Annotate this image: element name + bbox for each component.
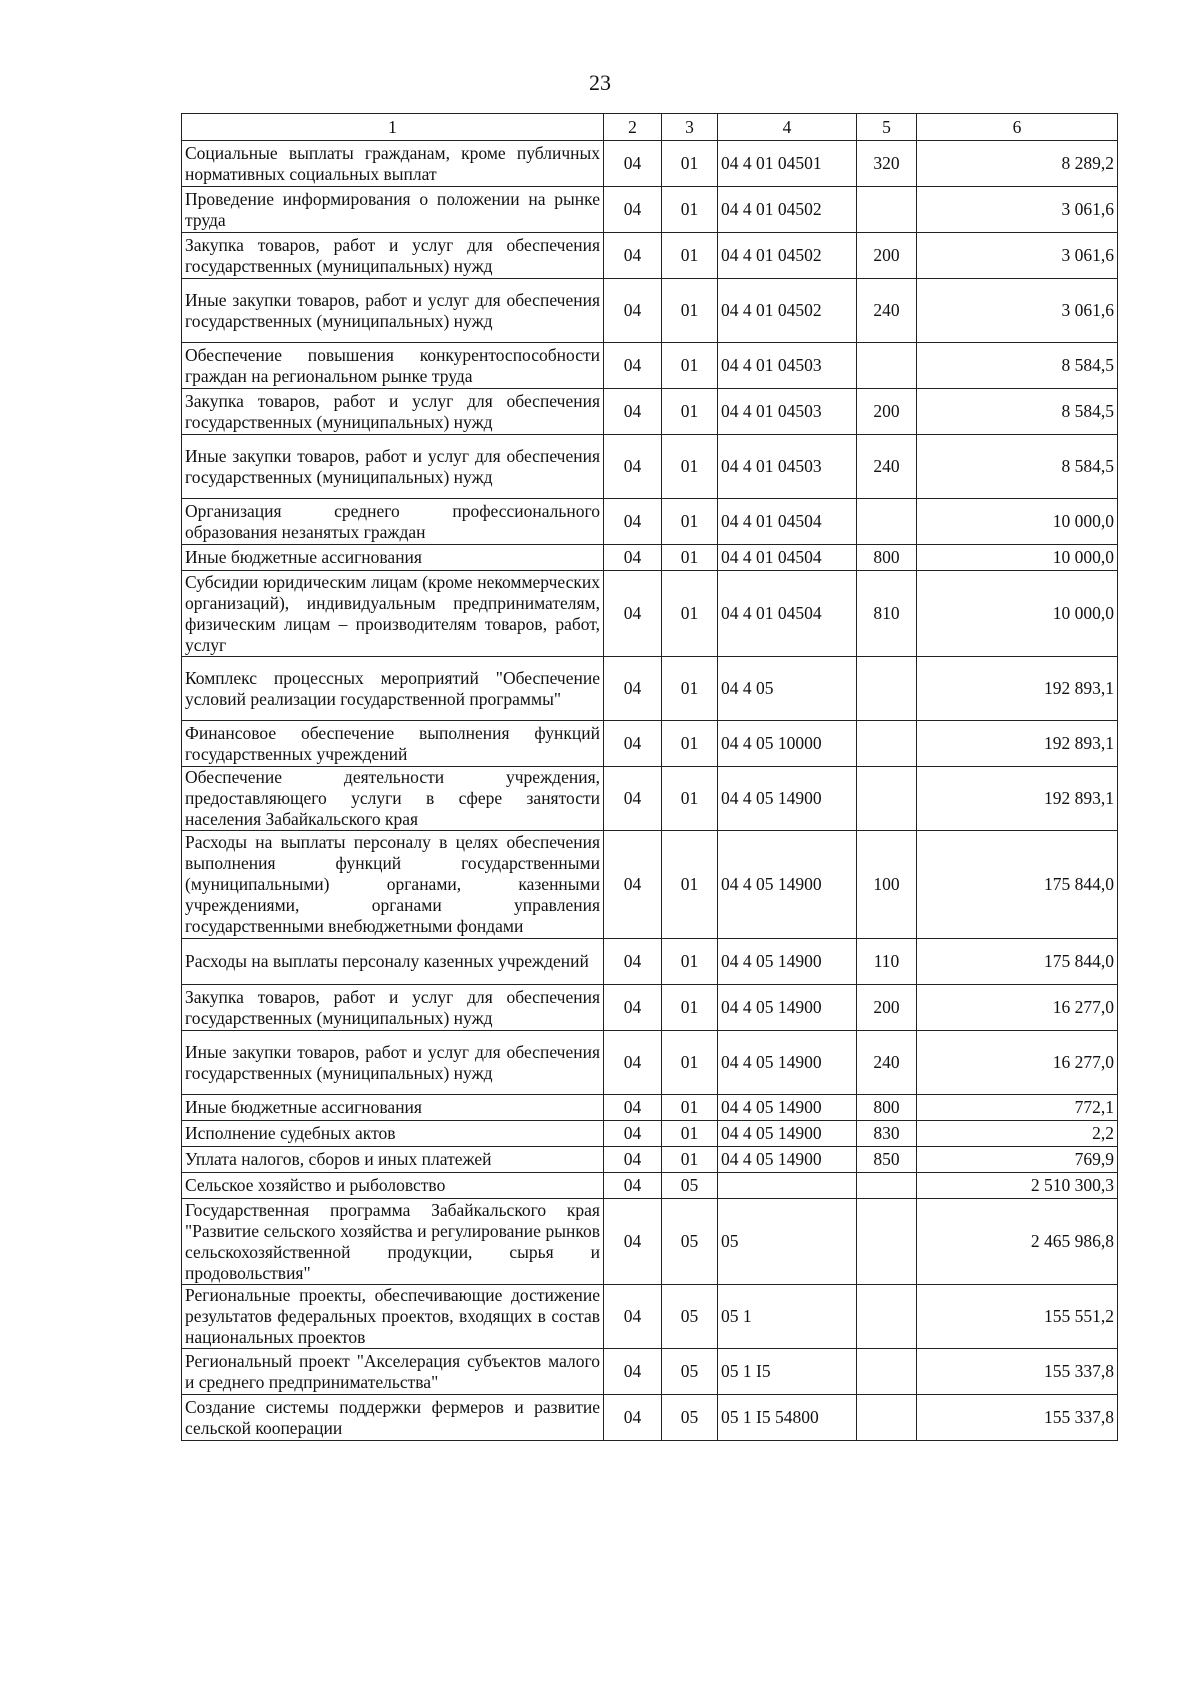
row-expense-type: 240 [857, 279, 917, 343]
row-subsection: 01 [662, 187, 718, 233]
row-amount: 769,9 [917, 1147, 1118, 1173]
row-amount: 8 584,5 [917, 435, 1118, 499]
row-section: 04 [604, 1121, 662, 1147]
row-expense-type [857, 343, 917, 389]
row-name: Финансовое обеспечение выполнения функций государственных учреждений [182, 721, 604, 767]
row-name: Организация среднего профессионального образования незанятых граждан [182, 499, 604, 545]
row-name: Уплата налогов, сборов и иных платежей [182, 1147, 604, 1173]
row-amount: 192 893,1 [917, 767, 1118, 831]
row-expense-type: 320 [857, 141, 917, 187]
table-row [182, 435, 1118, 499]
row-target-code: 04 4 01 04502 [718, 233, 857, 279]
row-target-code: 04 4 01 04503 [718, 435, 857, 499]
row-target-code: 04 4 05 [718, 657, 857, 721]
row-expense-type [857, 721, 917, 767]
row-name: Иные бюджетные ассигнования [182, 1095, 604, 1121]
table-row [182, 767, 1118, 831]
row-expense-type [857, 1395, 917, 1441]
row-expense-type: 110 [857, 939, 917, 985]
row-amount: 2 465 986,8 [917, 1199, 1118, 1285]
row-name: Обеспечение повышения конкурентоспособности граждан на региональном рынке труда [182, 343, 604, 389]
table-row [182, 1095, 1118, 1121]
row-section: 04 [604, 1147, 662, 1173]
row-subsection: 01 [662, 233, 718, 279]
row-amount: 175 844,0 [917, 939, 1118, 985]
row-section: 04 [604, 545, 662, 571]
row-section: 04 [604, 767, 662, 831]
row-section: 04 [604, 657, 662, 721]
row-amount: 772,1 [917, 1095, 1118, 1121]
row-section: 04 [604, 721, 662, 767]
row-expense-type: 200 [857, 233, 917, 279]
table-row [182, 657, 1118, 721]
row-amount: 192 893,1 [917, 657, 1118, 721]
row-section: 04 [604, 1173, 662, 1199]
budget-table [181, 113, 1118, 1441]
row-subsection: 01 [662, 499, 718, 545]
table-row [182, 1121, 1118, 1147]
row-section: 04 [604, 141, 662, 187]
row-section: 04 [604, 1395, 662, 1441]
row-section: 04 [604, 1349, 662, 1395]
row-amount: 2,2 [917, 1121, 1118, 1147]
row-section: 04 [604, 499, 662, 545]
row-expense-type [857, 1173, 917, 1199]
row-target-code: 04 4 01 04504 [718, 499, 857, 545]
row-amount: 155 337,8 [917, 1349, 1118, 1395]
row-name: Закупка товаров, работ и услуг для обеспечения государственных (муниципальных) нужд [182, 389, 604, 435]
row-name: Иные закупки товаров, работ и услуг для обеспечения государственных (муниципальных) нужд [182, 1031, 604, 1095]
row-target-code: 04 4 05 14900 [718, 1095, 857, 1121]
row-section: 04 [604, 1199, 662, 1285]
table-row [182, 279, 1118, 343]
row-name: Иные закупки товаров, работ и услуг для обеспечения государственных (муниципальных) нужд [182, 279, 604, 343]
table-row [182, 389, 1118, 435]
row-name: Региональный проект "Акселерация субъектов малого и среднего предпринимательства" [182, 1349, 604, 1395]
row-amount: 16 277,0 [917, 985, 1118, 1031]
row-amount: 8 289,2 [917, 141, 1118, 187]
row-target-code: 05 [718, 1199, 857, 1285]
row-section: 04 [604, 571, 662, 657]
row-name: Расходы на выплаты персоналу казенных учреждений [182, 939, 604, 985]
row-section: 04 [604, 985, 662, 1031]
row-subsection: 01 [662, 721, 718, 767]
row-target-code: 04 4 01 04504 [718, 545, 857, 571]
row-name: Социальные выплаты гражданам, кроме публичных нормативных социальных выплат [182, 141, 604, 187]
row-expense-type [857, 657, 917, 721]
header-col-4: 4 [718, 114, 857, 141]
row-name: Проведение информирования о положении на рынке труда [182, 187, 604, 233]
row-target-code: 04 4 01 04501 [718, 141, 857, 187]
row-name: Иные закупки товаров, работ и услуг для обеспечения государственных (муниципальных) нужд [182, 435, 604, 499]
row-subsection: 01 [662, 279, 718, 343]
row-section: 04 [604, 1095, 662, 1121]
row-target-code: 05 1 I5 54800 [718, 1395, 857, 1441]
row-subsection: 01 [662, 939, 718, 985]
row-expense-type: 850 [857, 1147, 917, 1173]
table-row [182, 499, 1118, 545]
row-name: Субсидии юридическим лицам (кроме некоммерческих организаций), индивидуальным предпринимателям, физическим лицам – производителям товаров, работ, услуг [182, 571, 604, 657]
row-amount: 155 337,8 [917, 1395, 1118, 1441]
row-target-code: 04 4 05 14900 [718, 939, 857, 985]
row-amount: 2 510 300,3 [917, 1173, 1118, 1199]
row-amount: 10 000,0 [917, 571, 1118, 657]
row-target-code: 04 4 01 04502 [718, 279, 857, 343]
row-subsection: 01 [662, 1147, 718, 1173]
table-row [182, 343, 1118, 389]
table-row [182, 721, 1118, 767]
row-section: 04 [604, 1031, 662, 1095]
row-subsection: 05 [662, 1173, 718, 1199]
row-target-code: 04 4 01 04504 [718, 571, 857, 657]
row-target-code: 05 1 [718, 1285, 857, 1349]
row-target-code: 04 4 05 14900 [718, 767, 857, 831]
row-target-code: 04 4 01 04502 [718, 187, 857, 233]
row-amount: 155 551,2 [917, 1285, 1118, 1349]
table-row [182, 1349, 1118, 1395]
page-number: 23 [589, 70, 611, 95]
row-amount: 3 061,6 [917, 279, 1118, 343]
table-row [182, 187, 1118, 233]
row-section: 04 [604, 939, 662, 985]
row-expense-type: 240 [857, 435, 917, 499]
row-target-code: 04 4 05 14900 [718, 1031, 857, 1095]
row-subsection: 01 [662, 141, 718, 187]
row-expense-type: 200 [857, 985, 917, 1031]
row-amount: 10 000,0 [917, 545, 1118, 571]
row-amount: 10 000,0 [917, 499, 1118, 545]
row-amount: 16 277,0 [917, 1031, 1118, 1095]
row-expense-type: 100 [857, 831, 917, 939]
table-row [182, 1199, 1118, 1285]
row-expense-type [857, 1199, 917, 1285]
table-row [182, 233, 1118, 279]
table-row [182, 571, 1118, 657]
row-subsection: 01 [662, 1121, 718, 1147]
row-section: 04 [604, 831, 662, 939]
row-subsection: 05 [662, 1395, 718, 1441]
row-expense-type [857, 767, 917, 831]
row-subsection: 01 [662, 831, 718, 939]
row-expense-type: 810 [857, 571, 917, 657]
row-name: Исполнение судебных актов [182, 1121, 604, 1147]
row-target-code: 04 4 05 10000 [718, 721, 857, 767]
row-name: Закупка товаров, работ и услуг для обеспечения государственных (муниципальных) нужд [182, 233, 604, 279]
row-target-code: 04 4 01 04503 [718, 389, 857, 435]
header-col-5: 5 [857, 114, 917, 141]
row-target-code: 04 4 05 14900 [718, 985, 857, 1031]
table-row [182, 1147, 1118, 1173]
header-col-6: 6 [917, 114, 1118, 141]
row-section: 04 [604, 233, 662, 279]
row-target-code: 04 4 01 04503 [718, 343, 857, 389]
row-target-code: 04 4 05 14900 [718, 1121, 857, 1147]
row-amount: 8 584,5 [917, 389, 1118, 435]
row-subsection: 01 [662, 1031, 718, 1095]
row-name: Создание системы поддержки фермеров и развитие сельской кооперации [182, 1395, 604, 1441]
row-expense-type: 800 [857, 1095, 917, 1121]
table-row [182, 1031, 1118, 1095]
row-expense-type [857, 1285, 917, 1349]
row-amount: 175 844,0 [917, 831, 1118, 939]
row-name: Комплекс процессных мероприятий "Обеспечение условий реализации государственной программы" [182, 657, 604, 721]
row-expense-type [857, 1349, 917, 1395]
row-section: 04 [604, 343, 662, 389]
row-subsection: 01 [662, 657, 718, 721]
row-subsection: 05 [662, 1199, 718, 1285]
table-row [182, 939, 1118, 985]
row-expense-type: 240 [857, 1031, 917, 1095]
row-section: 04 [604, 279, 662, 343]
row-name: Иные бюджетные ассигнования [182, 545, 604, 571]
row-subsection: 01 [662, 571, 718, 657]
row-expense-type [857, 499, 917, 545]
row-name: Обеспечение деятельности учреждения, предоставляющего услуги в сфере занятости населения Забайкальского края [182, 767, 604, 831]
row-subsection: 01 [662, 343, 718, 389]
row-name: Расходы на выплаты персоналу в целях обеспечения выполнения функций государственными (муниципальными) органами, казенными учреждениями, органами управления государственными внебюджетными фондами [182, 831, 604, 939]
row-name: Сельское хозяйство и рыболовство [182, 1173, 604, 1199]
row-subsection: 01 [662, 1095, 718, 1121]
row-amount: 3 061,6 [917, 187, 1118, 233]
row-amount: 192 893,1 [917, 721, 1118, 767]
table-row [182, 141, 1118, 187]
row-name: Государственная программа Забайкальского края "Развитие сельского хозяйства и регулирование рынков сельскохозяйственной продукции, сырья и продовольствия" [182, 1199, 604, 1285]
header-row [182, 114, 1118, 141]
table-row [182, 1395, 1118, 1441]
row-expense-type: 200 [857, 389, 917, 435]
table-row [182, 1173, 1118, 1199]
row-section: 04 [604, 187, 662, 233]
row-target-code: 04 4 05 14900 [718, 831, 857, 939]
row-subsection: 01 [662, 985, 718, 1031]
table-row [182, 985, 1118, 1031]
row-subsection: 01 [662, 767, 718, 831]
row-name: Закупка товаров, работ и услуг для обеспечения государственных (муниципальных) нужд [182, 985, 604, 1031]
row-amount: 3 061,6 [917, 233, 1118, 279]
row-subsection: 05 [662, 1285, 718, 1349]
table-row [182, 545, 1118, 571]
header-col-1: 1 [182, 114, 604, 141]
row-section: 04 [604, 1285, 662, 1349]
table-row [182, 1285, 1118, 1349]
row-amount: 8 584,5 [917, 343, 1118, 389]
row-subsection: 01 [662, 435, 718, 499]
header-col-2: 2 [604, 114, 662, 141]
row-section: 04 [604, 389, 662, 435]
row-subsection: 05 [662, 1349, 718, 1395]
row-expense-type [857, 187, 917, 233]
header-col-3: 3 [662, 114, 718, 141]
row-target-code: 05 1 I5 [718, 1349, 857, 1395]
row-name: Региональные проекты, обеспечивающие достижение результатов федеральных проектов, входящих в состав национальных проектов [182, 1285, 604, 1349]
row-target-code: 04 4 05 14900 [718, 1147, 857, 1173]
row-target-code [718, 1173, 857, 1199]
row-section: 04 [604, 435, 662, 499]
row-expense-type: 800 [857, 545, 917, 571]
row-subsection: 01 [662, 545, 718, 571]
row-expense-type: 830 [857, 1121, 917, 1147]
row-subsection: 01 [662, 389, 718, 435]
table-row [182, 831, 1118, 939]
